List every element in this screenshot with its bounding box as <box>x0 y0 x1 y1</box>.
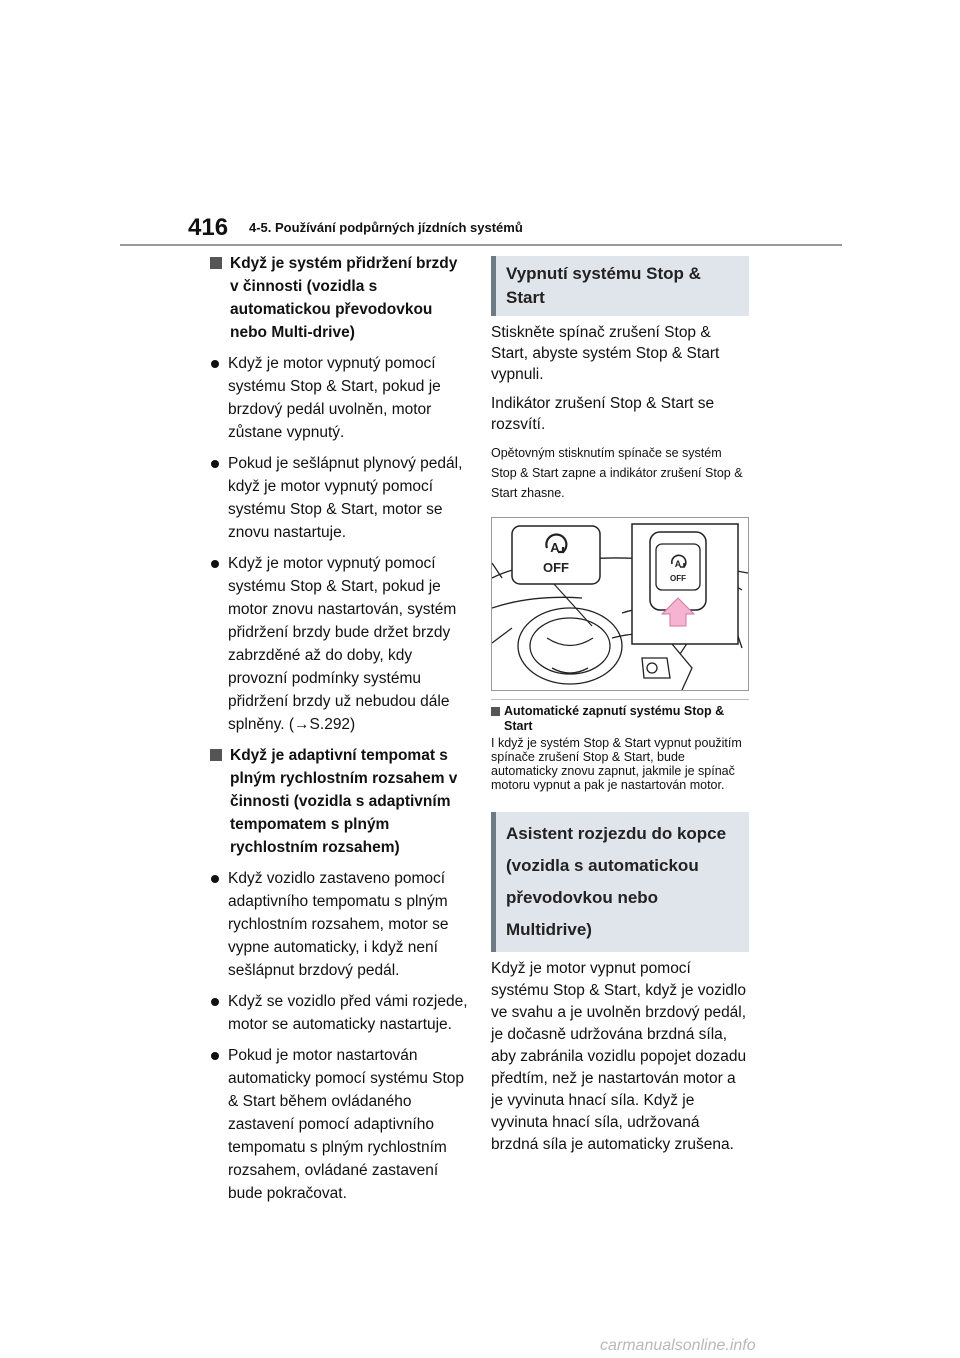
note-heading-text: Automatické zapnutí systému Stop & Start <box>504 704 725 733</box>
sub-heading <box>207 252 469 344</box>
bullet-dot-icon <box>211 360 219 368</box>
dashboard-illustration <box>491 517 749 691</box>
bullet-dot-icon <box>211 560 219 568</box>
off-label: OFF <box>670 574 686 583</box>
square-bullet-icon <box>210 749 222 761</box>
left-column <box>207 252 469 1213</box>
paragraph-small: Opětovným stisknutím spínače se systém Stop & Start zapne a indikátor zrušení Stop & Start zhasne. <box>491 446 743 500</box>
sub-heading-text: Když je systém přidržení brzdy v činnosti (vozidla s automatickou převodovkou nebo Multi-drive) <box>230 255 458 341</box>
off-label: OFF <box>543 560 569 575</box>
divider <box>491 699 749 700</box>
sub-heading <box>207 744 469 859</box>
bullet-dot-icon <box>211 1052 219 1060</box>
paragraph: Stiskněte spínač zrušení Stop & Start, abyste systém Stop & Start vypnuli. <box>491 324 720 383</box>
list-item <box>207 867 469 982</box>
note-heading <box>491 704 749 734</box>
list-item <box>207 1044 469 1205</box>
list-item-text: Když vozidlo zastaveno pomocí adaptivního tempomatu s plným rychlostním rozsahem, motor se vypne automaticky, i když není sešlápnut brzdový pedál. <box>228 870 449 979</box>
section-title-hill-start: Asistent rozjezdu do kopce (vozidla s automatickou převodovkou nebo Multidrive) <box>491 812 749 952</box>
paragraph: Když je motor vypnut pomocí systému Stop & Start, když je vozidlo ve svahu a je uvolněn brzdový pedál, je dočasně udržována brzdná síla, aby zabránila vozidlu popojet dozadu předtím, než je nastartován motor a je vyvinuta hnací síla. Když je vyvinuta hnací síla, udržovaná brzdná síla je automaticky zrušena. <box>491 960 747 1153</box>
list-item <box>207 352 469 444</box>
list-item-text: Když je motor vypnutý pomocí systému Stop & Start, pokud je motor znovu nastartován, systém přidržení brzdy bude držet brzdy zabrzděné až do doby, kdy provozní podmínky systému přidržení brzdy už nebudou dále splněny. (→S.292) <box>228 555 457 733</box>
bullet-dot-icon <box>211 998 219 1006</box>
svg-text:A: A <box>674 559 682 569</box>
note-text: I když je systém Stop & Start vypnut použitím spínače zrušení Stop & Start, bude automaticky znovu zapnut, jakmile je spínač motoru vypnut a pak je nastartován motor. <box>491 736 742 792</box>
svg-text:A: A <box>550 540 560 555</box>
list-item-text: Když se vozidlo před vámi rozjede, motor se automaticky nastartuje. <box>228 993 468 1033</box>
header-title: 4-5. Používání podpůrných jízdních systémů <box>249 220 523 235</box>
paragraph: Indikátor zrušení Stop & Start se rozsvítí. <box>491 395 715 433</box>
watermark: carmanualsonline.info <box>600 1337 756 1354</box>
section-title-stop-start: Vypnutí systému Stop & Start <box>491 256 749 316</box>
square-bullet-icon <box>210 257 222 269</box>
bullet-dot-icon <box>211 875 219 883</box>
square-bullet-icon <box>491 707 500 716</box>
page-number: 416 <box>188 214 229 241</box>
sub-heading-text: Když je adaptivní tempomat s plným rychlostním rozsahem v činnosti (vozidla s adaptivním tempomatem s plným rychlostním rozsahem) <box>230 747 458 856</box>
list-item-text: Když je motor vypnutý pomocí systému Stop & Start, pokud je brzdový pedál uvolněn, motor zůstane vypnutý. <box>228 355 441 441</box>
header-rule <box>120 244 842 246</box>
bullet-dot-icon <box>211 460 219 468</box>
list-item-text: Pokud je sešlápnut plynový pedál, když je motor vypnutý pomocí systému Stop & Start, motor se znovu nastartuje. <box>228 455 463 541</box>
list-item <box>207 552 469 736</box>
dashboard-illustration-svg <box>492 518 748 690</box>
right-column <box>491 256 749 1164</box>
list-item-text: Pokud je motor nastartován automaticky pomocí systému Stop & Start během ovládaného zastavení pomocí adaptivního tempomatu s plným rychlostním rozsahem, ovládané zastavení bude pokračovat. <box>228 1047 465 1202</box>
list-item <box>207 452 469 544</box>
list-item <box>207 990 469 1036</box>
